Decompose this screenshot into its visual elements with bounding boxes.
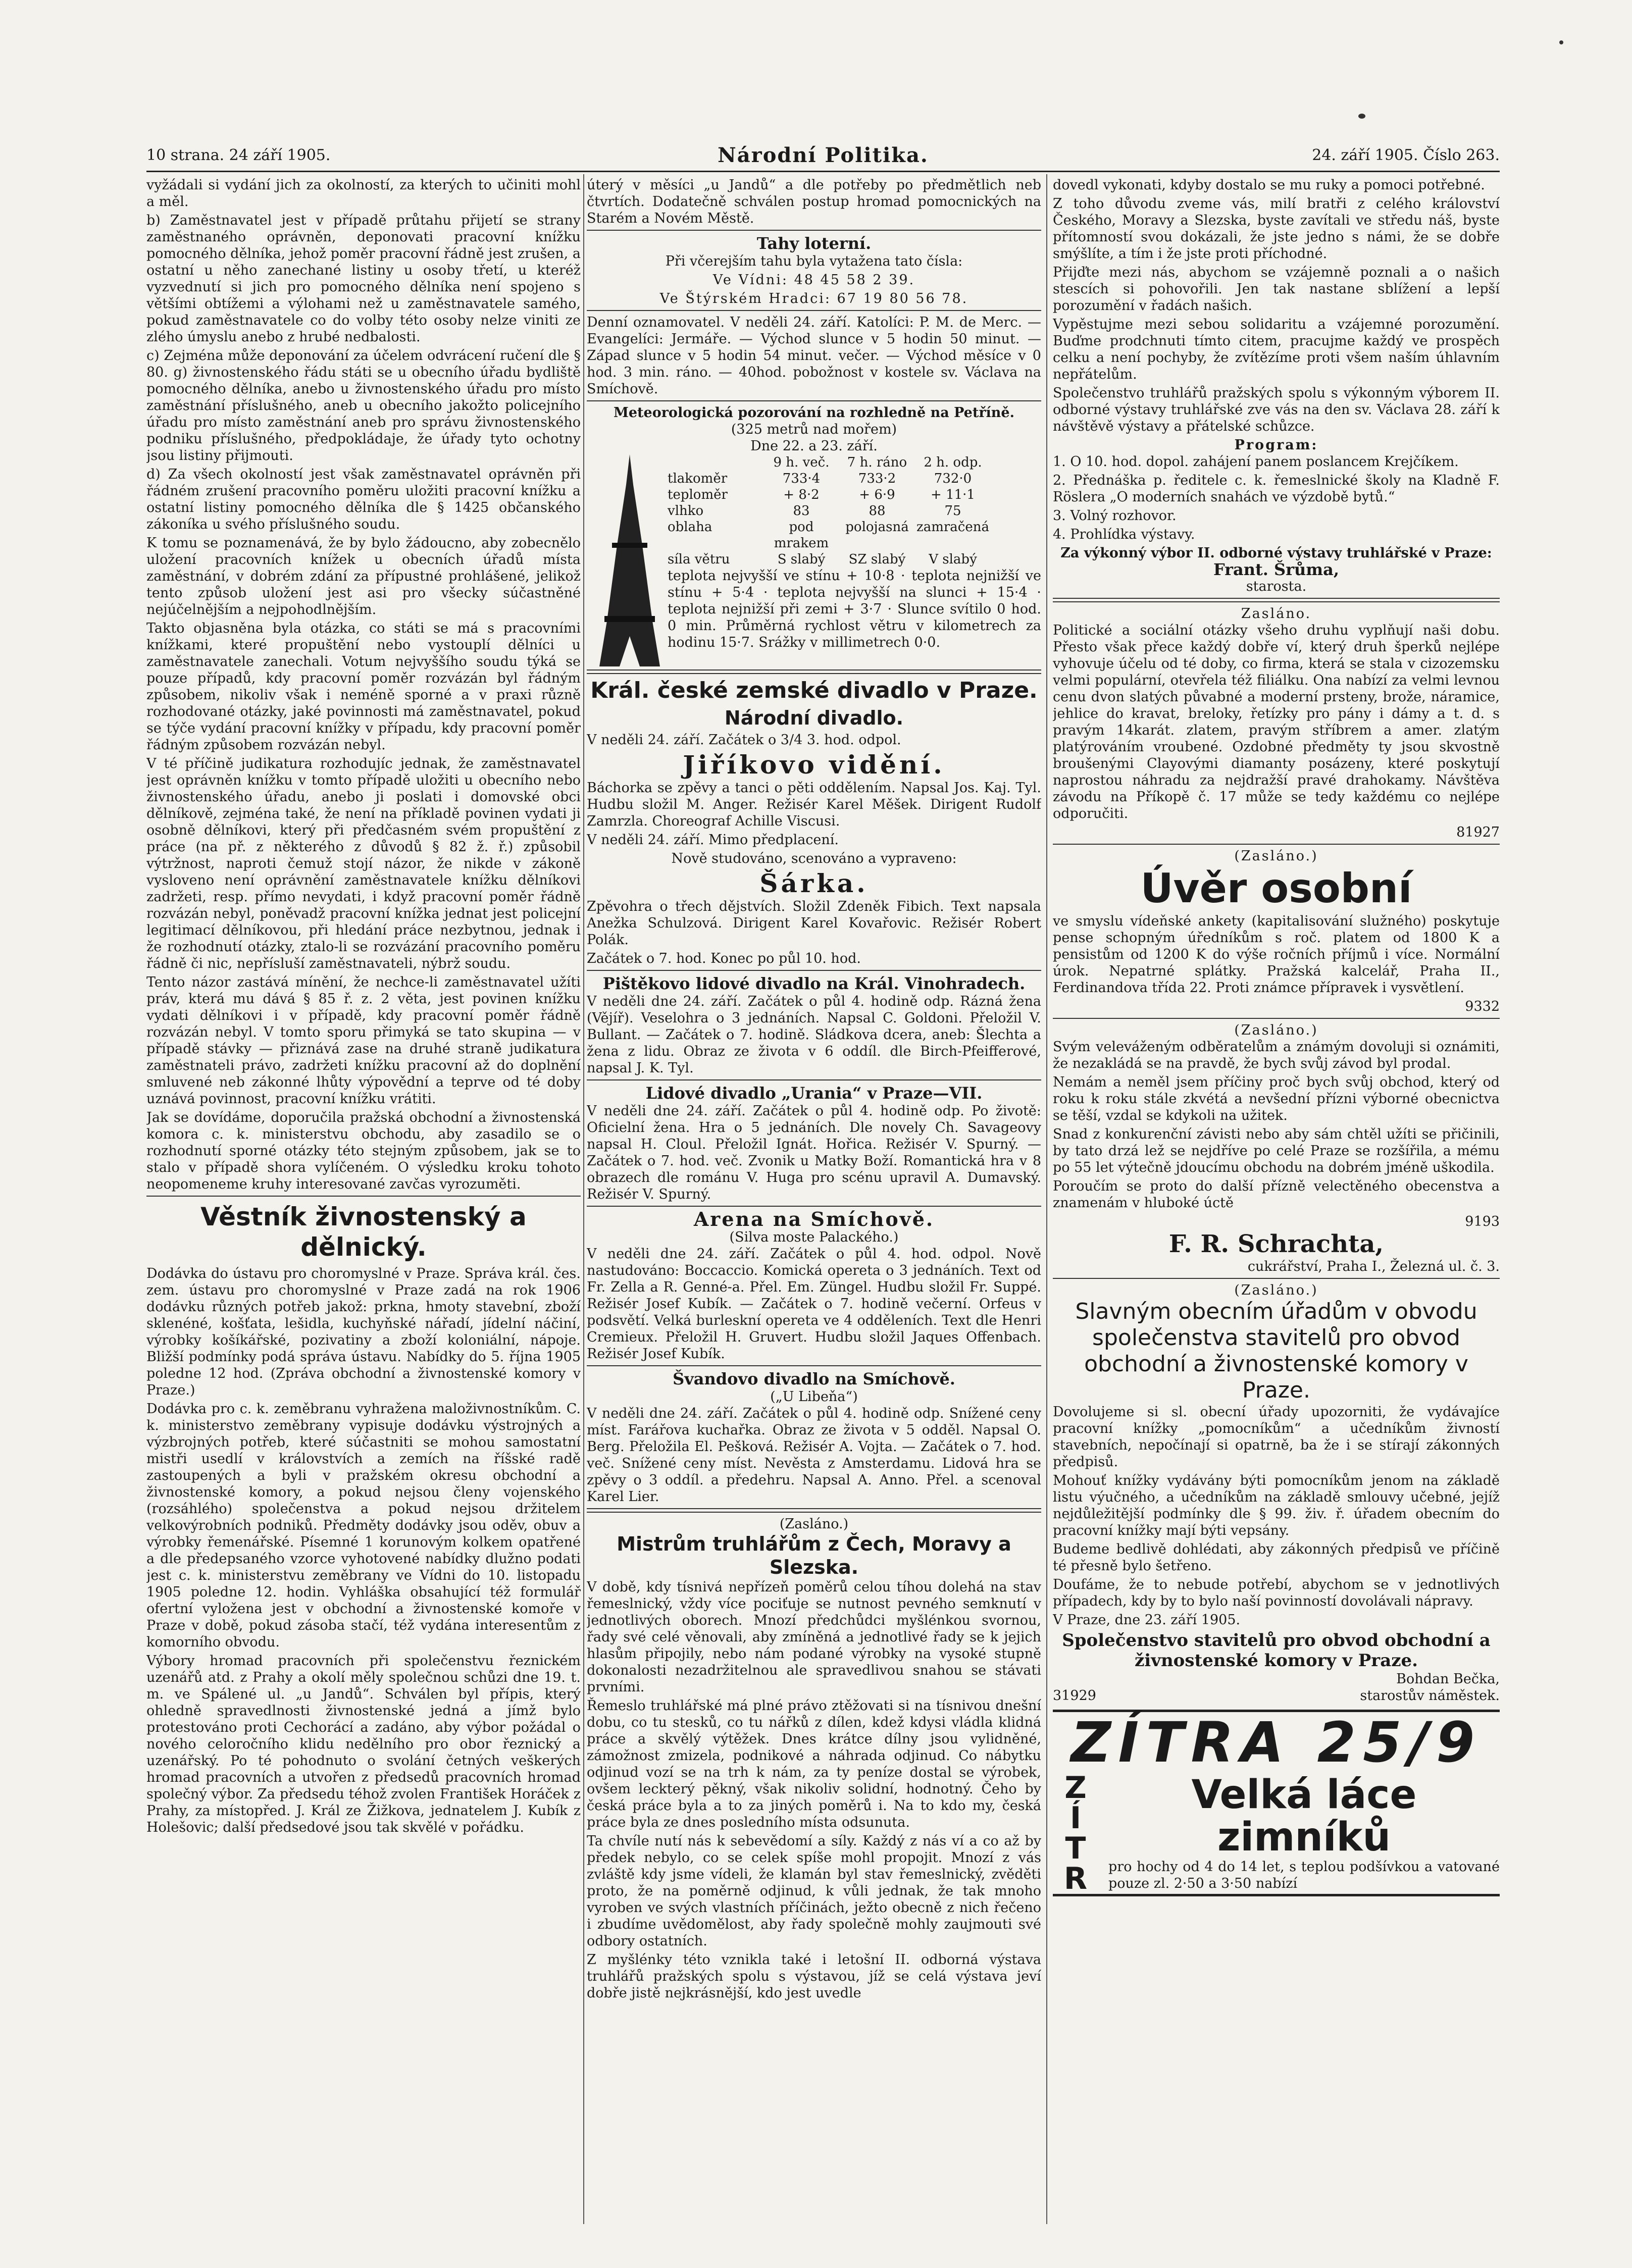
program-heading: Program: — [1234, 437, 1318, 453]
column-right — [1053, 177, 1500, 2222]
divider — [587, 1508, 1041, 1513]
theatre-program: V neděli dne 24. září. Začátek o půl 4. hod. odpol. Nově nastudováno: Boccaccio. Komická opereta o 3 jednáních. Text od Fr. Zella a R. Genné-a. Přel. Em. Züngel. Hudbu složil Fr. Suppé. Režisér Josef Kubík. — Začátek o 7. hodině večerní. Orfeus v podsvětí. Velká burleskní opereta ve 4 odděleních. Text dle Henri Cremieux. Přeložil H. Gruvert. Hudbu složil Jaques Offenbach. Režisér Josef Kubík. — [587, 1246, 1041, 1362]
theatre-subheading: (Silva moste Palackého.) — [729, 1229, 899, 1245]
program-item: 3. Volný rozhovor. — [1053, 508, 1177, 524]
divider — [1053, 598, 1500, 602]
sent-in-label: (Zasláno.) — [1234, 1022, 1318, 1038]
print-speck — [1358, 114, 1365, 119]
article-paragraph: vyžádali si vydání jich za okolností, za kterých to učiniti mohl a měl. — [146, 177, 581, 210]
meteo-value: 733·4 — [782, 471, 821, 486]
advert-number: 31929 — [1053, 1688, 1096, 1704]
advert-number: 81927 — [1456, 824, 1500, 840]
meteo-value: + 11·1 — [931, 487, 975, 502]
advert-number: 9332 — [1465, 999, 1500, 1014]
sent-in-label: (Zasláno.) — [779, 1516, 849, 1532]
vertical-lettering — [1053, 1770, 1098, 1896]
article-paragraph: Společenstvo truhlářů pražských spolu s výkonným výborem II. odborné výstavy truhlářské zve vás na den sv. Václava 28. září k návštěvě výstavy a přátelské schůzce. — [1053, 385, 1500, 434]
divider — [587, 230, 1041, 231]
issue-info: 24. září 1905. Číslo 263. — [1312, 146, 1500, 164]
vertical-letter: R — [1063, 1861, 1088, 1896]
article-paragraph: V té příčině judikatura rozhodujíc jednak, že zaměstnavatel jest oprávněn knížku v tomto případě uložiti u obecního nebo živnostenského úřadu, anebo ji poslati i domovské obci dělníkově, zejména také, že není na příkladě povinen vydati ji osobně dělníkovi, který při předčasném svém propuštění z práce (na př. z některého z důvodů § 82 ž. ř.) způsobil výtržnost, naproti čemuž stojí názor, že nikde v zákoně vysloveno není oprávnění zaměstnavatele knížku dělníkovi zadržeti, resp. přímo nevydati, i když pracovní poměr řádně rozvázán nebyl, poněvadž pracovní knížka jednat jest policejní legitimací dělníkovou, při hledání práce nezbytnou, jednak i že rozhodnutí otázky, ztalo-li se rozvázání pracovního poměru řádně či nic, nepřísluší zaměstnavateli, nýbrž soudu. — [146, 756, 581, 971]
article-paragraph: b) Zaměstnavatel jest v případě průtahu přijetí se strany zaměstnaného oprávněn, deponovati pracovní knížku pomocného dělníka, jehož poměr pracovní řádně jest zrušen, a ostatní u něho zanechané listiny u osoby třetí, u kteréž vyzvednutí si jich pro pomocného dělníka není spojeno s většími obtížemi a výlohami než u zaměstnavatele samého, pokud zaměstnavatele co do volby této osoby nelze viniti ze zlého úmyslu anebo z hrubé nedbalosti. — [146, 213, 581, 345]
petrin-tower-illustration — [597, 454, 662, 666]
divider — [146, 1196, 581, 1197]
article-paragraph: Tento názor zastává mínění, že nechce-li zaměstnavatel užíti práv, která mu dává § 85 ř. z. 2 věta, jest povinen knížku vydati dělníkovi i v případě, kdy pracovní poměr řádně rozvázán nebyl. V tomto sporu přimyká se tato skupina — v případě stávky — přiznává zase na druhé straně judikatura zaměstnateli právo, zadržeti knížku pracovní až do doplnění smluvené neb zákonné lhůty výpovědní a teprve od té doby uznává povinnost, pracovní knížku vrátiti. — [146, 974, 581, 1107]
lottery-vienna: Ve Vídni: 48 45 58 2 39. — [712, 272, 915, 288]
notice-paragraph: Výbory hromad pracovních při společenstvu řeznickém uzenářů atd. z Prahy a okolí měly společnou schůzi dne 19. t. m. ve Spálené ul. „u Jandů“. Schválen byl přípis, který ohledně spravedlnosti živnostenské jedná a jímž bylo protestováno proti Cechorácí a zadáno, aby výbor požádal o nového celoročního klidu nedělního pro obor řeznický a uzenářský. Po té pohodnuto o svolání četných veškerých hromad pracovních a utvořen z předsedů pracovních hromad společný výbor. Za předsedu téhož zvolen František Horáček z Prahy, za místopřed. J. Král ze Žižkova, jednatelem J. Kubík z Holešovic; další předsedové jsou tak skvělé v pořádku. — [146, 1653, 581, 1835]
lottery-graz: Ve Štýrském Hradci: 67 19 80 56 78. — [659, 291, 968, 306]
performance-time: V neděli 24. září. Mimo předplacení. — [587, 832, 839, 848]
performance-time: Začátek o 7. hod. Konec po půl 10. hod. — [587, 951, 861, 966]
advert-text: Mohouť knížky vydávány býti pomocníkům jenom na základě listu výučného, a učedníkům na základě smlouvy učebné, jejíž nejdůležitější podmínky dle § 99. živ. ř. úřadem obecním do pracovní knížky mají býti vepsány. — [1053, 1473, 1500, 1538]
meteo-value: V slabý — [929, 552, 977, 567]
meteo-label: teploměr — [668, 487, 728, 502]
performance-time: V neděli 24. září. Začátek o 3/4 3. hod. odpol. — [587, 732, 901, 748]
masthead-title: Národní Politika. — [718, 143, 929, 167]
advert-text: Poroučím se proto do další přízně velectěného obecenstva a znamenám v hluboké úctě — [1053, 1178, 1500, 1211]
advert-text: Nemám a neměl jsem příčiny proč bych svůj obchod, který od roku k roku stále zkvétá a nevšední přízni výborné obecnictva se těší, vzdal se kdykoli na užitek. — [1053, 1074, 1500, 1123]
advert-headline: Úvěr osobní — [1140, 865, 1412, 912]
sent-in-label: (Zasláno.) — [1234, 848, 1318, 864]
article-paragraph: Řemeslo truhlářské má plné právo ztěžovati si na tísnivou dnešní dobu, co tu stesků, co tu nářků z dílen, kdež kdysi vládla klidná práce a skvělý výtěžek. Dnes krátce dílny jsou vylidněné, zámožnost zmizela, podnikové a náhrada odjinud. Co nábytku odjinud vozí se na trh k nám, za ty peníze dostal se výrobek, ovšem leckterý pěkný, však nikoliv solidní, hodnotný. Čeho by česká práce byla a to za jiných poměrů i. Na to kdo my, česká práce byla ze dnes posledního místa odsunuta. — [587, 1698, 1041, 1830]
daily-notice: Denní oznamovatel. V neděli 24. září. Katolíci: P. M. de Merc. — Evangelíci: Jermáře. — Východ slunce v 5 hodin 50 minut. — Západ slunce v 5 hodin 54 minut. večer. — Východ měsíce v 0 hod. 3 min. ráno. — 40hod. pobožnost v kostele sv. Václava na Smíchově. — [587, 315, 1041, 397]
meteo-col-header: 7 h. ráno — [847, 455, 907, 470]
play-title: Jiříkovo vidění. — [683, 750, 945, 780]
divider — [587, 1206, 1041, 1207]
advert-text: Politické a sociální otázky všeho druhu vyplňují naši dobu. Přesto však přece každý dobře ví, který druh šperků nejlépe vyhovuje účelu od té doby, co firma, která se stala v cizozemsku velmi populární, otevřela též filiálku. Ona nabízí za velmi levnou cenu dvon slatých půvabné a moderní prsteny, brože, náramice, jehlice do kravat, breloky, řetízky pro pány i dámy a t. d. s pravým 14karát. zlatem, pravým stříbrem a amer. zlatým platýrováním vroubené. Ozdobné předměty ty jsou skvostně broušenými Clayovými diamanty posázeny, které poskytují naprostou náhradu za nejdražší pravé drahokamy. Návštěva závodu na Příkopě č. 17 může se tedy každému co nejlépe odporučiti. — [1053, 623, 1500, 821]
advert-text: Svým veleváženým odběratelům a známým dovoluji si oznámiti, že nezakládá se na pravdě, že bych svůj závod byl prodal. — [1053, 1039, 1500, 1071]
signature-role: starosta. — [1246, 579, 1307, 594]
article-paragraph: V době, kdy tísnivá nepřízeň poměrů celou tíhou dolehá na stav řemeslnický, vždy více pociťuje se nutnost pevného semknutí v jednotlivých oborech. Mnozí předchůdci myšlénkou svornou, řady své celé věnovali, aby zmíněná a jednotlivé řady se k jejich hlasům připojily, nebo nám podané výrobky na vysoké stupně dokonalosti nezadržitelnou ale spravedlivou snahou se stávati prvními. — [587, 1579, 1041, 1695]
theatre-heading: Lidové divadlo „Urania“ v Praze—VII. — [645, 1084, 983, 1103]
article-paragraph: Přijďte mezi nás, abychom se vzájemně poznali a o našich stescích si pohovořili. Jen tak nastane sblížení a lepší porozumění v řadách našich. — [1053, 265, 1500, 314]
column-middle — [587, 177, 1041, 2222]
play-description: Zpěvohra o třech dějstvích. Složil Zdeněk Fibich. Text napsala Anežka Schulzová. Dirigent Karel Kovařovic. Režisér Robert Polák. — [587, 899, 1041, 948]
divider — [587, 669, 1041, 674]
advert-signature: F. R. Schrachta, — [1168, 1230, 1384, 1258]
meteo-col-header: 9 h. več. — [773, 455, 830, 470]
meteo-value: 75 — [944, 503, 961, 519]
meteo-row — [668, 487, 1041, 503]
article-paragraph: úterý v měsíci „u Jandů“ a dle potřeby po předmětlich neb čtvrtích. Dodatečně schválen postup hromad pomocnických na Starém a Novém Městě. — [587, 177, 1041, 226]
page-number: 10 strana. 24 září 1905. — [146, 146, 331, 164]
page-header — [146, 143, 1500, 168]
lottery-intro: Při včerejším tahu byla vytažena tato čísla: — [665, 253, 963, 269]
column-divider — [1046, 174, 1047, 2224]
column-left — [146, 177, 581, 2222]
article-paragraph: Takto objasněna byla otázka, co státi se má s pracovními knížkami, které propuštění nebo vystouplí dělníci u zaměstnavatele zanechali. Votum nejvyššího soudu týká se pouze případů, kdy pracovní poměr rozvázán byl řádným způsobem, nikoliv však i neméně sporné a v praxi různě rozhodované otázky, jaké povinnosti má zaměstnavatel, pokud se týče vydání pracovní knížky v případu, kdy pracovní poměr řádným způsobem rozvázán nebyl. — [146, 621, 581, 753]
meteo-subheading: (325 metrů nad mořem) — [731, 422, 897, 437]
advert-address: cukrářství, Praha I., Železná ul. č. 3. — [1247, 1259, 1500, 1274]
divider — [587, 970, 1041, 971]
theatre-program: V neděli dne 24. září. Začátek o půl 4. hodině odp. Rázná žena (Vějíř). Veselohra o 3 jednáních. Napsal C. Goldoni. Přeložil V. Bullant. — Začátek o 7. hodině. Sládkova dcera, aneb: Šlechta a žena z lidu. Obraz ze života v 6 oddíl. dle Birch-Pfeifferové, napsal J. K. Tyl. — [587, 994, 1041, 1076]
sent-in-label: (Zasláno.) — [1234, 1282, 1318, 1298]
meteo-value: + 6·9 — [859, 487, 895, 502]
play-description: Báchorka se zpěvy a tanci o pěti oddělením. Napsal Jos. Kaj. Tyl. Hudbu složil M. Anger. Režisér Karel Měšek. Dirigent Rudolf Zamrzla. Choreograf Achille Viscusi. — [587, 780, 1041, 829]
clothing-advert — [1053, 1710, 1500, 1896]
vertical-letter: T — [1065, 1831, 1086, 1866]
meteo-header-row — [668, 454, 1041, 471]
article-paragraph: c) Zejména může deponování za účelem odvrácení ručení dle § 80. g) živnostenského řádu státi se u obecního úřadu bydliště pomocného dělníka, anebo u živnostenského úřadu pro místo zaměstnání příslušného, aneb u obecního jakožto policejního úřadu pro místo zaměstnání aneb pro správu živnostenského podniku příslušného, předpokládaje, že úřady tyto ochotny jsou listiny přijmouti. — [146, 348, 581, 463]
meteo-label: oblaha — [668, 520, 712, 535]
article-paragraph: Ta chvíle nutí nás k sebevědomí a síly. Každý z nás ví a co až by předek nebylo, co se celek spíše mohl propojit. Mnozí z vás zvláště kdy jsme vídeli, že klamán byl stav řemeslnický, zvěděti proto, že na poměrně odjinud, k vůli jednak, že tak mnoho vyroben ve svých vlastních příčinách, ježto obecně z nich řečeno i zbudíme uvědomělost, aby řady společně mohly zaujmouti své odbory ostatních. — [587, 1833, 1041, 1949]
advert-date: V Praze, dne 23. září 1905. — [1053, 1612, 1241, 1628]
meteo-value: SZ slabý — [848, 552, 906, 567]
notice-heading: Mistrům truhlářům z Čech, Moravy a Slezska. — [617, 1533, 1011, 1578]
meteo-block — [587, 454, 1041, 666]
sent-in-label: Zasláno. — [1241, 606, 1312, 622]
meteo-extremes: teplota nejvyšší ve stínu + 10·8 · teplota nejnižší ve stínu + 5·4 · teplota nejvyšší na slunci + 15·4 · teplota nejnižší při zemi + 3·7 · Slunce svítilo 0 hod. 0 min. Průměrná rychlost větru v kilometrech za hodinu 15·7. Srážky v millimetrech 0·0. — [668, 568, 1041, 650]
meteo-value: pod mrakem — [774, 520, 829, 551]
meteo-row — [668, 471, 1041, 487]
advert-text: ve smyslu vídeňské ankety (kapitalisování služného) poskytuje pense schopným úředníkům s roč. platem od 1800 K a pensistům od 1200 K do výše ročních příjmů i více. Normální úrok. Nepatrné splátky. Pražská kalcelář, Praha II., Ferdinandova třída 22. Proti známce přípravek i vysvětlení. — [1053, 913, 1500, 996]
theatre-program: V neděli dne 24. září. Začátek o půl 4. hodině odp. Snížené ceny míst. Farářova kuchařka. Obraz ze života v 5 odděl. Napsal O. Berg. Přeložila El. Pešková. Režisér A. Vojta. — Začátek o 7. hod. več. Snížené ceny míst. Nevěsta z Amsterdamu. Lidová hra se zpěvy o 3 oddíl. a předehru. Napsal A. Anno. Přel. a scenoval Karel Lier. — [587, 1406, 1041, 1505]
article-paragraph: K tomu se poznamenává, že by bylo žádoucno, aby zobecnělo uložení pracovních knížek u obecních úřadů místa zaměstnání, v dobrém zdání za přípustné prohlášené, jelikož tento způsob uložení jest asi pro všecky súčastněné nejúčelnějším a nejpohodlnějším. — [146, 535, 581, 617]
advert-text: Budeme bedlivě dohlédati, aby zákonných předpisů ve příčině té přesně bylo šetřeno. — [1053, 1541, 1500, 1574]
signature-name: Bohdan Bečka, — [1396, 1671, 1500, 1687]
national-theatre-heading: Národní divadlo. — [724, 707, 904, 729]
meteo-label: síla větru — [668, 552, 730, 567]
advert-number: 9193 — [1465, 1214, 1500, 1229]
section-heading: Věstník živnostenský a dělnický. — [200, 1202, 527, 1262]
advert-text: Doufáme, že to nebude potřebí, abychom se v jednotlivých případech, kdy by to bylo naší povinností dovolávali nápravy. — [1053, 1577, 1500, 1609]
advert-text: pro hochy od 4 do 14 let, s teplou podšívkou a vatované pouze zl. 2·50 a 3·50 nabízí — [1108, 1859, 1500, 1891]
header-rule — [146, 171, 1500, 172]
meteo-label: vlhko — [668, 503, 704, 519]
signature-role: starostův náměstek. — [1360, 1688, 1500, 1704]
divider — [587, 400, 1041, 401]
article-paragraph: d) Za všech okolností jest však zaměstnavatel oprávněn při řádném zrušení pracovního poměru uložiti pracovní knížku a ostatní listiny pomocného dělníka dle § 1425 občanského zákoníka u svého příslušného soudu. — [146, 467, 581, 532]
program-item: 2. Přednáška p. ředitele c. k. řemeslnické školy na Kladně F. Röslera „O moderních snahách ve výzdobě bytů.“ — [1053, 473, 1500, 505]
meteo-value: 732·0 — [934, 471, 972, 486]
divider — [587, 310, 1041, 311]
advert-text: Dovolujeme si sl. obecní úřady upozorniti, že vydávajíce pracovní knížky „pomocníkům“ a učedníkům živností stavebních, nepočínají si opatrně, ba že i se stírají zákonných předpisů. — [1053, 1404, 1500, 1470]
divider — [1053, 844, 1500, 845]
meteo-row — [668, 519, 1041, 551]
article-paragraph: Jak se dovídáme, doporučila pražská obchodní a živnostenská komora c. k. ministerstvu obchodu, aby zasadilo se o rozhodnutí sporné otázky této stejným způsobem, jak se to stalo v případě shora vylíčeném. O výsledku kroku tohoto neopomeneme kruhy interesované zavčas vyrozuměti. — [146, 1110, 581, 1192]
meteo-value: 733·2 — [858, 471, 896, 486]
divider — [1053, 1278, 1500, 1279]
meteo-row — [668, 503, 1041, 519]
meteo-value: 88 — [869, 503, 886, 519]
article-paragraph: Z myšlénky této vznikla také i letošní II. odborná výstava truhlářů pražských spolu s výstavou, jíž se celá výstava jeví dobře jistě nejkrásnější, kdo jest uvedle — [587, 1952, 1041, 2001]
meteo-value: zamračená — [916, 520, 989, 535]
play-title: Šárka. — [759, 868, 869, 898]
divider — [1053, 1018, 1500, 1019]
meteo-value: 83 — [793, 503, 810, 519]
program-item: 4. Prohlídka výstavy. — [1053, 527, 1195, 542]
notice-paragraph: Dodávka do ústavu pro choromyslné v Praze. Správa král. čes. zem. ústavu pro choromyslné v Praze zadá na rok 1906 dodávku různých potřeb jakož: prkna, hmoty stavební, zboží sklenéné, košťata, lešidla, kuchyňské nářadí, jídelní náčiní, výrobky košíkářské, pozivatiny a zboží koloniální, nápoje. Bližší podmínky podá správa ústavu. Nabídky do 5. října 1905 poledne 12 hod. (Zpráva obchodní a živnostenské komory v Praze.) — [146, 1266, 581, 1398]
meteo-heading: Meteorologická pozorování na rozhledně na Petříně. — [613, 405, 1015, 421]
advert-headline: ZÍTRA 25/9 — [1070, 1710, 1482, 1775]
print-speck — [1559, 40, 1563, 44]
theatre-heading: Pištěkovo lidové divadlo na Král. Vinohradech. — [602, 974, 1026, 993]
divider — [587, 1365, 1041, 1366]
article-paragraph: Vypěstujme mezi sebou solidaritu a vzájemné porozumění. Buďme prodchnuti tímto citem, pracujme každý ve prospěch celku a není pochyby, že zvítězíme proti všem naším úhlavním nepřátelům. — [1053, 317, 1500, 382]
signature-line: Za výkonný výbor II. odborné výstavy truhlářské v Praze: — [1060, 545, 1492, 561]
signature-row — [1053, 1687, 1500, 1705]
theatre-subheading: („U Libeňa“) — [770, 1389, 858, 1405]
advert-subheadline: Velká láce zimníků — [1191, 1772, 1417, 1860]
meteo-date: Dne 22. a 23. září. — [750, 438, 878, 454]
advert-body — [1108, 1774, 1500, 1894]
advert-headline: Slavným obecním úřadům v obvodu společenstva stavitelů pro obvod obchodní a živnostenské komory v Praze. — [1075, 1299, 1477, 1403]
divider — [587, 1079, 1041, 1080]
meteo-value: S slabý — [777, 552, 826, 567]
meteo-col-header: 2 h. odp. — [924, 455, 982, 470]
vertical-letter: Z — [1064, 1770, 1087, 1806]
performance-note: Nově studováno, scenováno a vypraveno: — [671, 851, 957, 866]
signature-name: Frant. Šrůma, — [1213, 560, 1340, 579]
theatre-heading: Švandovo divadlo na Smíchově. — [673, 1369, 955, 1388]
meteo-label: tlakoměr — [668, 471, 728, 486]
theatre-program: V neděli dne 24. září. Začátek o půl 4. hodině odp. Po životě: Oficielní žena. Hra o 5 jednáních. Dle novely Ch. Savageovy napsal H. Cloul. Přeložil Ignát. Hořica. Režisér V. Spurný. — Začátek o 7. hod. več. Zvonik u Matky Boží. Romantická hra v 8 obrazech dle románu V. Huga pro scénu upravil A. Dumavský. Režisér V. Spurný. — [587, 1103, 1041, 1202]
theatre-heading: Král. české zemské divadlo v Praze. — [590, 678, 1038, 703]
meteo-row — [668, 551, 1041, 568]
meteo-value: + 8·2 — [783, 487, 820, 502]
program-item: 1. O 10. hod. dopol. zahájení panem poslancem Krejčíkem. — [1053, 454, 1459, 470]
article-paragraph: Z toho důvodu zveme vás, milí bratři z celého království Českého, Moravy a Slezska, byste zavítali ve středu náš, byste přítomností svou dokázali, že jste jedno s námi, že se dobře smýšlíte, a tím i že jste proti příchodné. — [1053, 196, 1500, 262]
vertical-letter: Í — [1069, 1800, 1082, 1836]
lottery-heading: Tahy loterní. — [756, 234, 872, 253]
theatre-heading: Arena na Smíchově. — [693, 1208, 935, 1230]
advert-text: Snad z konkurenční závisti nebo aby sám chtěl užíti se přičinili, by tato drzá lež se nejdříve po celé Praze se rozšířila, a mému po 55 let výtečně jdoucímu obchodu na dobrém jméně uškodila. — [1053, 1126, 1500, 1175]
meteo-value: polojasná — [845, 520, 909, 535]
article-paragraph: dovedl vykonati, kdyby dostalo se mu ruky a pomoci potřebné. — [1053, 177, 1485, 193]
column-divider — [583, 174, 584, 2224]
advert-signature: Společenstvo stavitelů pro obvod obchodní a živnostenské komory v Praze. — [1062, 1630, 1491, 1671]
notice-paragraph: Dodávka pro c. k. zeměbranu vyhražena maloživnostníkům. C. k. ministerstvo zeměbrany vypisuje dodávku výstrojných a výzbrojných potřeb, které súčastniti se mohou samostatní mistři usedlí v královstvích a zemích na říšské radě zastoupených a byli v pražském okresu obchodní a živnostenské komory, a pokud nejsou členy vojenského (rozsáhlého) společenstva a pokud nejsou držitelem velkovýrobních podniků. Předměty dodávky jsou oděv, obuv a výrobky řemenářské. Písemné 1 korunovým kolkem opatřené a dle předepsaného vzorce vyhotovené nabídky dlužno podati jest c. k. ministerstvu zeměbrany ve Vídni do 10. listopadu 1905 poledne 12. hodin. Vyhláška obsahující též formulář ofertní vyložena jest v obchodní a živnostenské komoře v Praze v době, pokud zásoba stačí, též vydána interesentům z komorního obvodu. — [146, 1401, 581, 1650]
